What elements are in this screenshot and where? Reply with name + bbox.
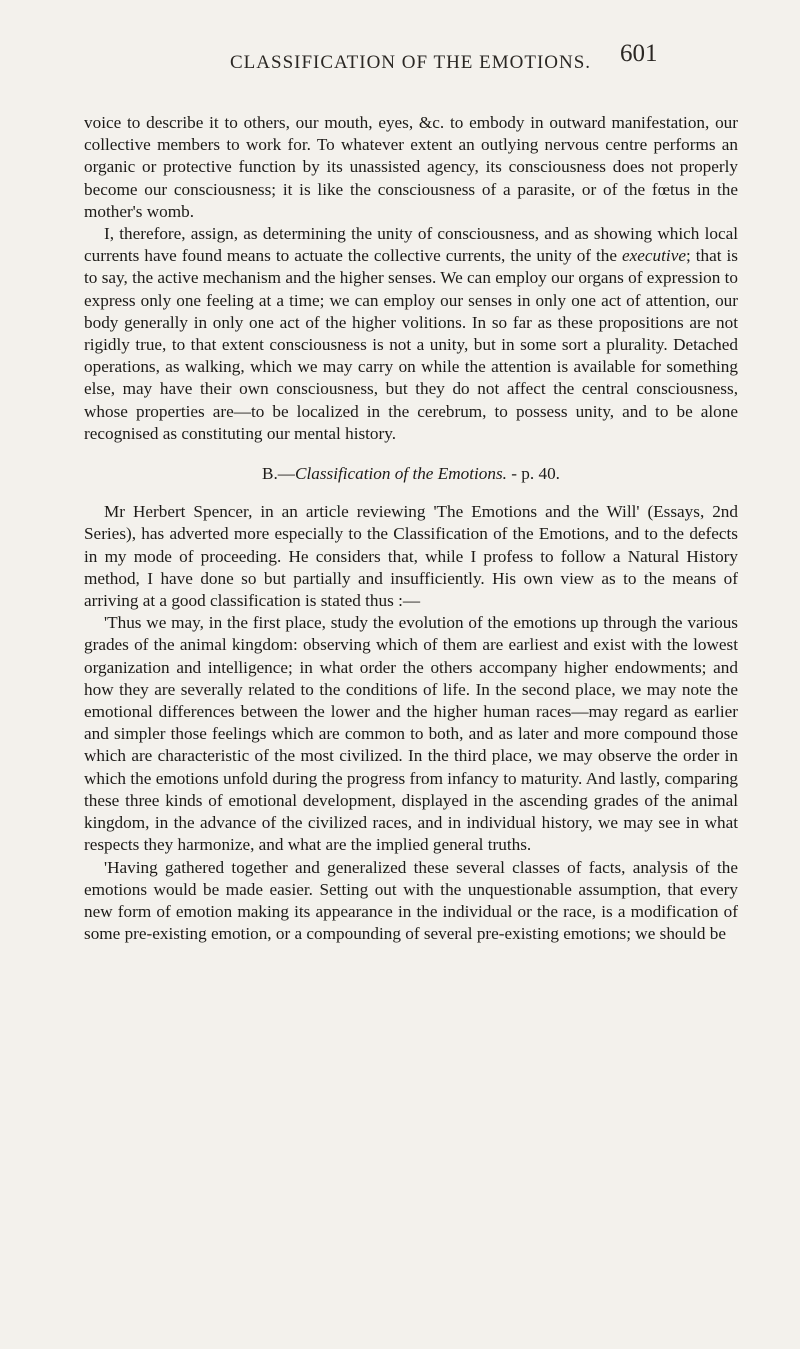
section-letter: B.—: [262, 464, 295, 484]
paragraph-text-part: ; that is to say, the active mechanism and the higher senses. We can employ our organs of expression to express only one feeling at a time; we can employ our senses in only one act of attention, our body generally in only one act of the higher volitions. In so far as these propositions are not rigidly true, to that extent consciousness is not a unity, but in some sort a plurality. Detached operations, as walking, which we may carry on while the attention is available for something else, may have their own consciousness, but they do not affect the central consciousness, whose properties are—to be localized in the cerebrum, to possess unity, and to be alone recognised as constituting our mental history.: [84, 246, 738, 443]
section-title: Classification of the Emotions.: [294, 464, 507, 484]
paragraph-text-part: I, therefore, assign, as determining the unity of consciousness, and as showing which local currents have found means to actuate the collective currents, the unity of the: [84, 224, 738, 266]
section-page-reference: - p. 40.: [506, 464, 560, 484]
paragraph-continuation: voice to describe it to others, our mouth, eyes, &c. to embody in outward manifestation, our collective members to work for. To whatever extent an outlying nervous centre performs an organic or protective function by its unassisted agency, its consciousness does not properly become our consciousness; it is like the consciousness of a parasite, or of the fœtus in the mother's womb.: [84, 113, 738, 221]
body-text: [84, 112, 738, 945]
paragraph-spencer: Mr Herbert Spencer, in an article reviewing 'The Emotions and the Will' (Essays, 2nd Series), has adverted more especially to the Classification of the Emotions, and to the defects in my mode of proceeding. He considers that, while I profess to follow a Natural History method, I have done so but partially and insufficiently. His own view as to the means of arriving at a good classification is stated thus :—: [84, 502, 738, 611]
paragraph-quote-1: 'Thus we may, in the first place, study the evolution of the emotions up through the various grades of the animal kingdom: observing which of them are earliest and exist with the lowest organization and intelligence; in what order the others accompany higher endowments; and how they are severally related to the conditions of life. In the second place, we may note the emotional differences between the lower and the higher human races—may regard as earlier and simpler those feelings which are common to both, and as later and more compound those which are characteristic of the most civilized. In the third place, we may observe the order in which the emotions unfold during the progress from infancy to maturity. And lastly, comparing these three kinds of emotional development, displayed in the ascending grades of the animal kingdom, in the advance of the civilized races, and in individual history, we may see in what respects they harmonize, and what are the implied general truths.: [84, 613, 738, 855]
italic-term: executive: [622, 246, 686, 266]
paragraph-unity-of-consciousness: [84, 223, 738, 445]
running-title: CLASSIFICATION OF THE EMOTIONS.: [230, 52, 592, 73]
page-number: 601: [620, 40, 658, 67]
section-heading: [84, 463, 738, 485]
paragraph-quote-2: 'Having gathered together and generalized these several classes of facts, analysis of the emotions would be made easier. Setting out with the unquestionable assumption, that every new form of emotion making its appearance in the individual or the race, is a modification of some pre-existing emotion, or a compounding of several pre-existing emotions; we should be: [84, 857, 738, 944]
